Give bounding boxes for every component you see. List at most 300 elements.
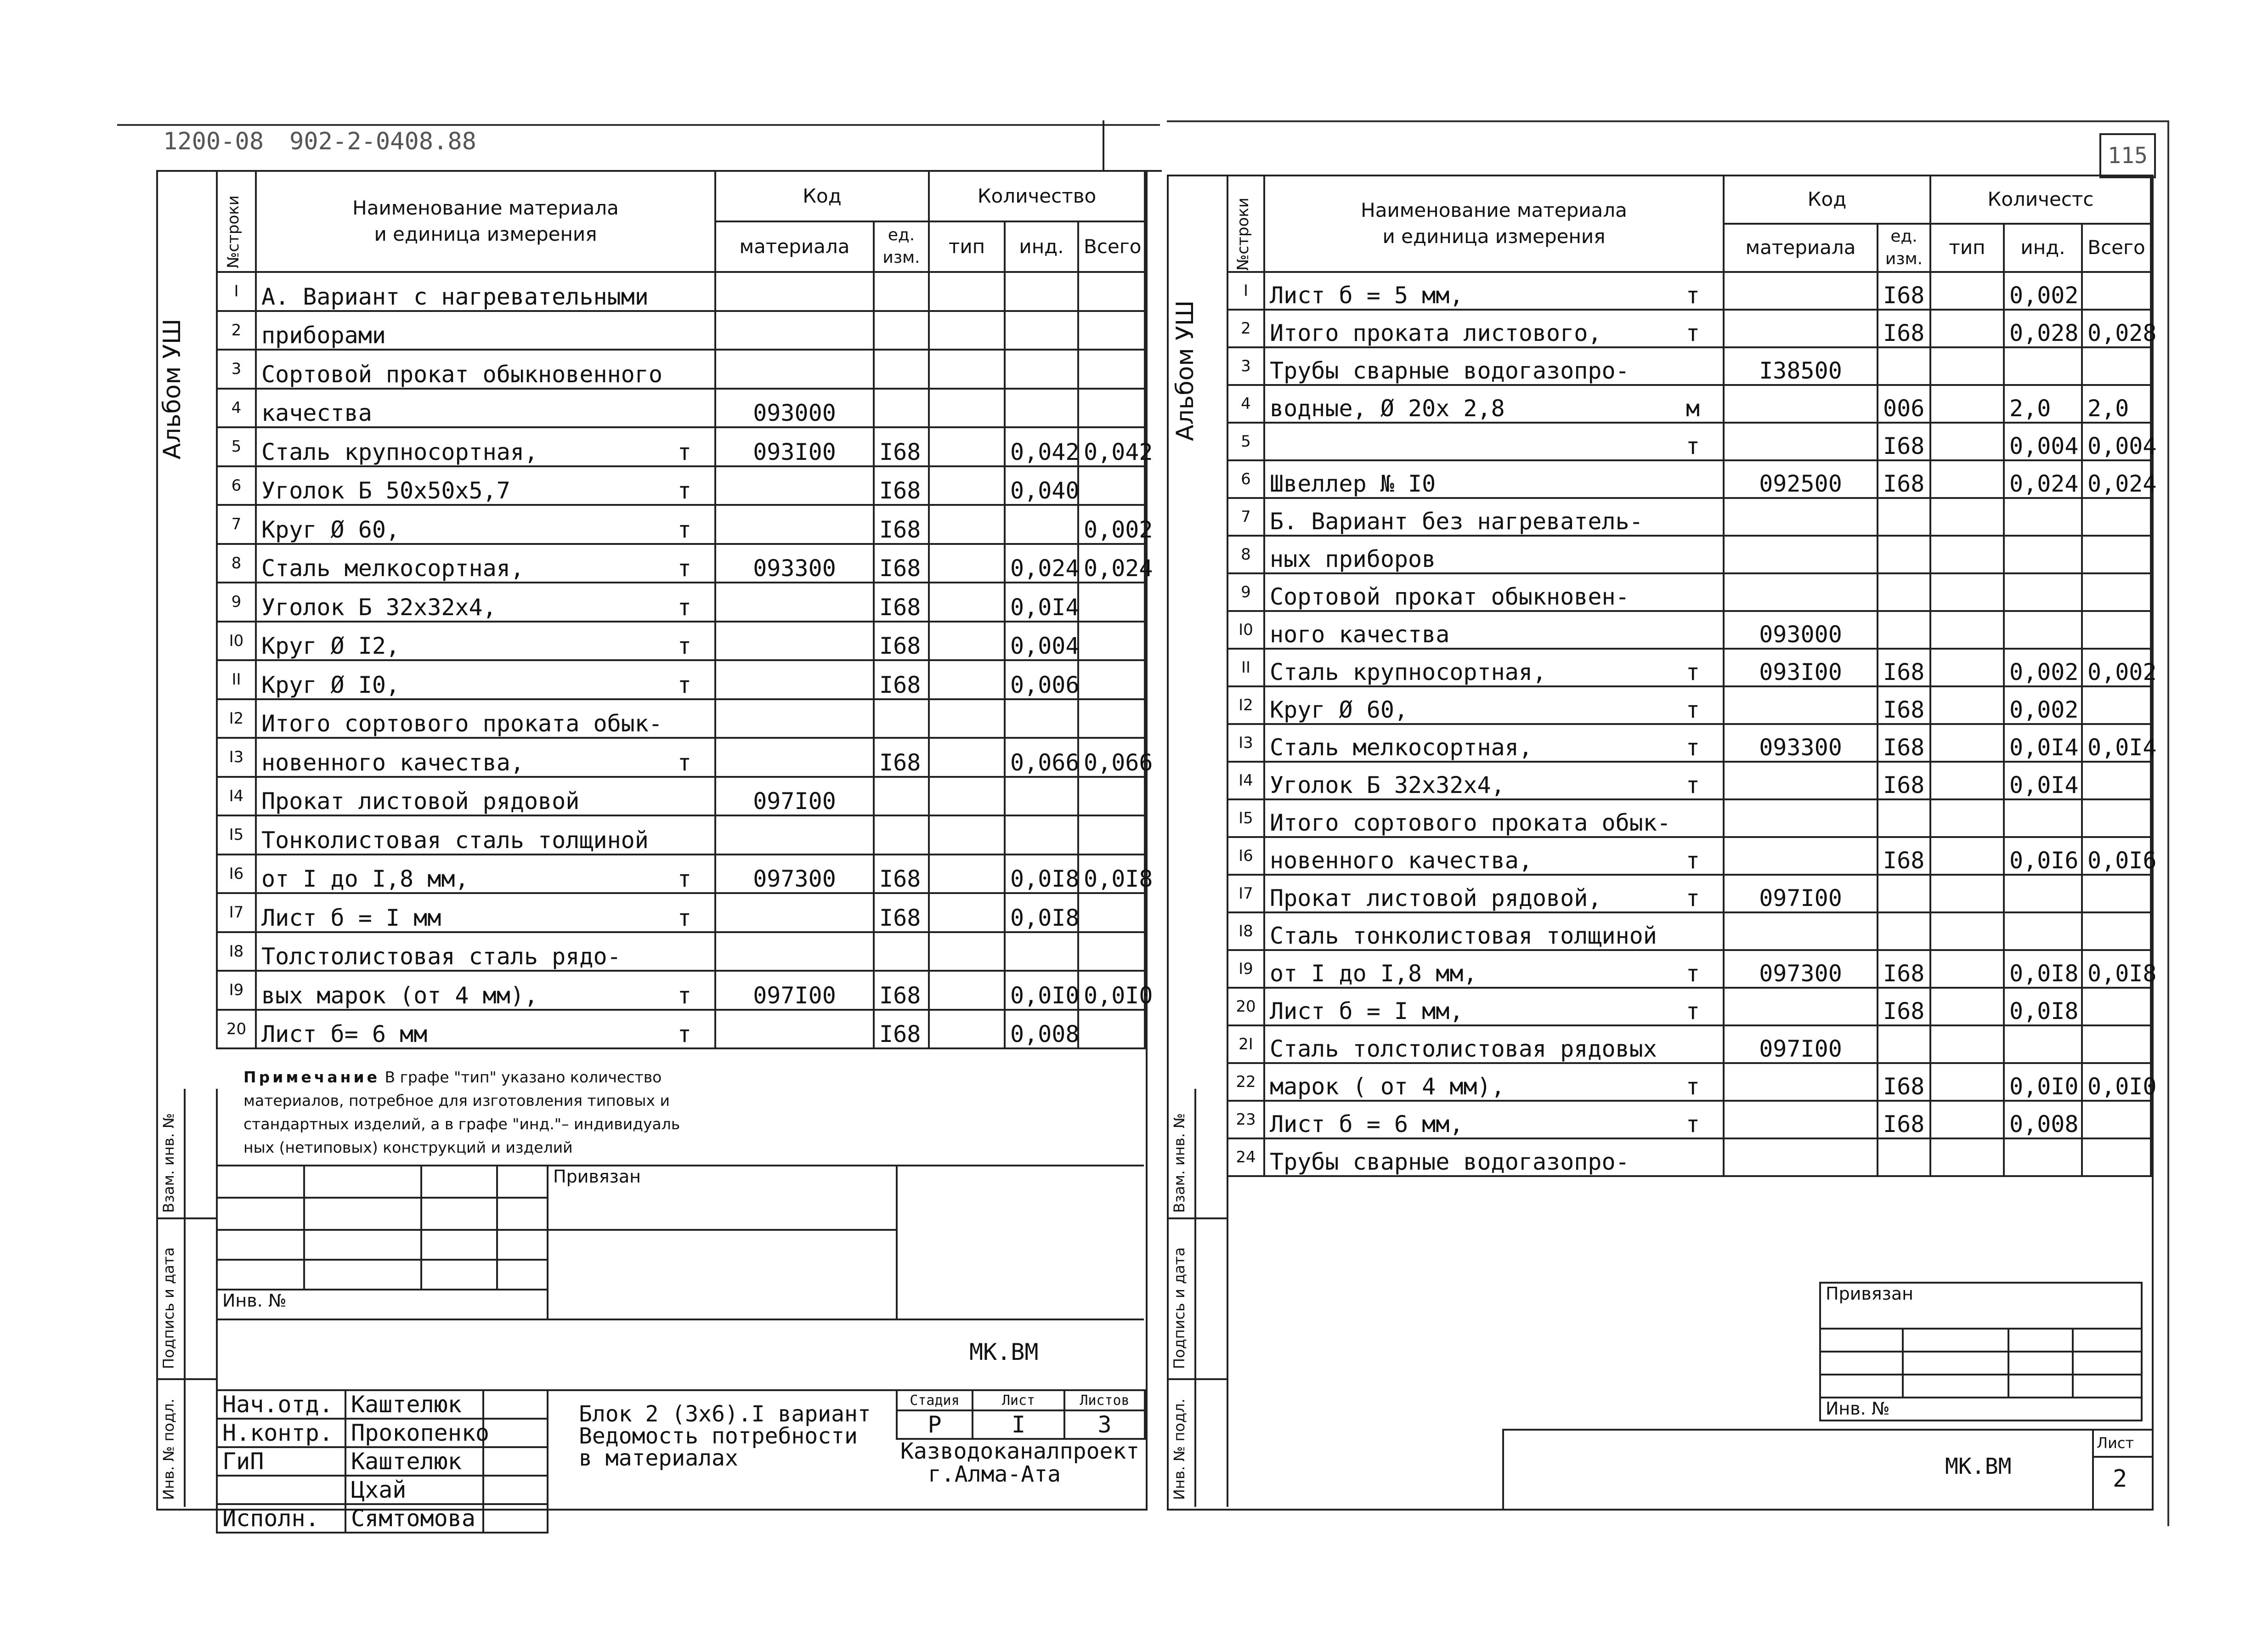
- material-name: т новенного качества,: [1264, 837, 1724, 875]
- qty-individual: [1005, 389, 1078, 428]
- row-number: 8: [1227, 536, 1264, 573]
- left-row: [217, 660, 1145, 699]
- material-code: [715, 893, 874, 932]
- qty-total: [2082, 988, 2151, 1025]
- material-name: ного качества: [1264, 611, 1724, 649]
- material-name: т Уголок Б 32х32х4,: [256, 583, 715, 622]
- qty-type: [929, 272, 1005, 311]
- material-code: [1724, 686, 1878, 724]
- unit-code: I68: [1878, 1101, 1930, 1138]
- unit-code: [1878, 799, 1930, 837]
- qty-total: [2082, 272, 2151, 310]
- unit-of-measure: т: [677, 866, 691, 892]
- header-total-right: Всего: [2082, 224, 2151, 272]
- signature-mark: [483, 1419, 548, 1447]
- material-code: [1724, 912, 1878, 950]
- right-row: [1227, 912, 2151, 950]
- material-code: 093I00: [715, 427, 874, 466]
- unit-of-measure: т: [677, 749, 691, 776]
- material-code: 092500: [1724, 460, 1878, 498]
- material-name: т Сталь мелкосортная,: [256, 544, 715, 583]
- qty-total: [1078, 389, 1145, 428]
- qty-total: 0,024: [2082, 460, 2151, 498]
- side-label-inv-right: Инв. № подл.: [1171, 1398, 1188, 1500]
- unit-code: [1878, 912, 1930, 950]
- material-name: т марок ( от 4 мм),: [1264, 1063, 1724, 1101]
- qty-individual: [1005, 350, 1078, 389]
- unit-code: [874, 311, 929, 350]
- unit-of-measure: т: [1685, 659, 1700, 685]
- left-row: [217, 272, 1145, 311]
- qty-individual: 0,0I6: [2004, 837, 2082, 875]
- qty-type: [929, 350, 1005, 389]
- unit-code: [874, 699, 929, 738]
- material-code: [715, 1010, 874, 1049]
- qty-total: [2082, 1101, 2151, 1138]
- material-code: 097I00: [715, 777, 874, 816]
- qty-individual: [2004, 875, 2082, 912]
- signature-role: Н.контр.: [217, 1419, 345, 1447]
- right-row: [1227, 950, 2151, 988]
- row-number: I: [217, 272, 256, 311]
- qty-total: 2,0: [2082, 385, 2151, 423]
- note-label: Примечание: [243, 1068, 380, 1086]
- unit-code: [1878, 1138, 1930, 1176]
- header-unit-right: ед. изм.: [1878, 224, 1930, 272]
- qty-individual: 0,024: [1005, 544, 1078, 583]
- right-row: [1227, 875, 2151, 912]
- left-materials-table: [216, 170, 1153, 1049]
- unit-of-measure: т: [677, 555, 691, 582]
- sheets-label: Листов: [1064, 1390, 1145, 1410]
- header-material-code: материала: [715, 221, 874, 272]
- qty-total: 0,028: [2082, 310, 2151, 347]
- right-row: [1227, 649, 2151, 686]
- qty-total: [2082, 536, 2151, 573]
- unit-code: I68: [874, 1010, 929, 1049]
- note-text: Примечание В графе "тип" указано количество материалов, потребное для изготовления типовых и стандартных изделий, а в графе "инд."– индивидуаль ных (нетиповых) конструкций и изделий: [243, 1068, 680, 1157]
- unit-code: I68: [874, 622, 929, 661]
- qty-type: [1930, 460, 2004, 498]
- row-number: 9: [1227, 573, 1264, 611]
- row-number: 3: [1227, 347, 1264, 385]
- qty-type: [1930, 423, 2004, 460]
- material-code: [715, 699, 874, 738]
- material-name: [1264, 423, 1724, 460]
- signature-name: Каштелюк: [345, 1447, 483, 1476]
- header-material-name-right: Наименование материала и единица измерения: [1264, 175, 1724, 272]
- signature-table: [216, 1389, 549, 1534]
- row-number: 20: [1227, 988, 1264, 1025]
- material-code: [715, 622, 874, 661]
- qty-type: [1930, 611, 2004, 649]
- sheet-label-right: Лист: [2097, 1434, 2134, 1452]
- qty-type: [929, 389, 1005, 428]
- material-name: т Лист б = I мм,: [1264, 988, 1724, 1025]
- qty-total: [1078, 311, 1145, 350]
- signature-role: Исполн.: [217, 1504, 345, 1533]
- unit-code: I68: [1878, 686, 1930, 724]
- material-name: т Итого проката листового,: [1264, 310, 1724, 347]
- right-edge-line: [2167, 120, 2169, 1526]
- side-label-podpis: Подпись и дата: [160, 1247, 177, 1369]
- row-number: I2: [217, 699, 256, 738]
- unit-code: I68: [874, 583, 929, 622]
- material-code: [715, 583, 874, 622]
- header-material-code-right: материала: [1724, 224, 1878, 272]
- qty-total: 0,0I0: [1078, 971, 1145, 1010]
- left-binding-grid: [216, 1165, 898, 1320]
- signature-name: Прокопенко: [345, 1419, 483, 1447]
- unit-code: I68: [1878, 724, 1930, 762]
- right-row: [1227, 573, 2151, 611]
- qty-type: [929, 622, 1005, 661]
- header-individual-right: инд.: [2004, 224, 2082, 272]
- qty-individual: [2004, 912, 2082, 950]
- material-code: [715, 660, 874, 699]
- qty-type: [1930, 799, 2004, 837]
- left-title-block: [216, 1319, 1144, 1532]
- qty-individual: 0,042: [1005, 427, 1078, 466]
- unit-of-measure: т: [677, 516, 691, 543]
- qty-type: [1930, 1063, 2004, 1101]
- unit-of-measure: т: [677, 671, 691, 698]
- left-row: [217, 350, 1145, 389]
- qty-individual: 0,0I0: [1005, 971, 1078, 1010]
- qty-type: [929, 1010, 1005, 1049]
- signature-role: [217, 1476, 345, 1504]
- header-row-number: №строки: [217, 171, 256, 272]
- right-row: [1227, 686, 2151, 724]
- qty-type: [1930, 875, 2004, 912]
- right-materials-table: [1227, 175, 2157, 1177]
- right-row: [1227, 1063, 2151, 1101]
- right-row: [1227, 385, 2151, 423]
- material-name: Прокат листовой рядовой: [256, 777, 715, 816]
- material-name: м водные, Ø 20х 2,8: [1264, 385, 1724, 423]
- side-label-inv: Инв. № подл.: [160, 1398, 177, 1500]
- material-code: [715, 815, 874, 855]
- qty-total: [2082, 799, 2151, 837]
- material-code: [1724, 573, 1878, 611]
- qty-individual: 0,024: [2004, 460, 2082, 498]
- doc-code: МК.ВМ: [969, 1339, 1039, 1365]
- left-row: [217, 777, 1145, 816]
- material-code: [715, 738, 874, 777]
- row-number: 22: [1227, 1063, 1264, 1101]
- signature-mark: [483, 1476, 548, 1504]
- material-code: 097300: [715, 855, 874, 894]
- qty-type: [929, 932, 1005, 971]
- qty-total: [2082, 686, 2151, 724]
- row-number: II: [217, 660, 256, 699]
- side-label-vzam-right: Взам. инв. №: [1171, 1113, 1188, 1213]
- qty-individual: 0,008: [2004, 1101, 2082, 1138]
- sheet-value: I: [973, 1410, 1064, 1439]
- row-number: II: [1227, 649, 1264, 686]
- qty-type: [929, 971, 1005, 1010]
- unit-of-measure: т: [677, 438, 691, 465]
- right-row: [1227, 1025, 2151, 1063]
- qty-type: [1930, 347, 2004, 385]
- material-code: [1724, 762, 1878, 799]
- left-row: [217, 505, 1145, 544]
- qty-total: 0,004: [2082, 423, 2151, 460]
- qty-total: [2082, 498, 2151, 536]
- right-row: [1227, 611, 2151, 649]
- side-labels-right: [1167, 1089, 1228, 1507]
- left-row: [217, 466, 1145, 505]
- qty-total: [1078, 932, 1145, 971]
- qty-total: [1078, 777, 1145, 816]
- material-name: т Круг Ø I0,: [256, 660, 715, 699]
- qty-type: [1930, 498, 2004, 536]
- qty-total: [2082, 875, 2151, 912]
- qty-individual: 0,0I4: [2004, 724, 2082, 762]
- qty-total: [2082, 611, 2151, 649]
- qty-individual: [1005, 932, 1078, 971]
- unit-of-measure: т: [677, 982, 691, 1009]
- header-material-name: Наименование материала и единица измерения: [256, 171, 715, 272]
- material-name: Трубы сварные водогазопро-: [1264, 347, 1724, 385]
- qty-individual: [1005, 699, 1078, 738]
- stage-sheet-table: [896, 1389, 1146, 1440]
- qty-type: [929, 738, 1005, 777]
- left-row: [217, 1010, 1145, 1049]
- unit-of-measure: т: [1685, 1073, 1700, 1100]
- left-row: [217, 855, 1145, 894]
- unit-code: [1878, 875, 1930, 912]
- material-name: Б. Вариант без нагреватель-: [1264, 498, 1724, 536]
- material-code: [1724, 1138, 1878, 1176]
- signature-role: ГиП: [217, 1447, 345, 1476]
- material-name: т от I до I,8 мм,: [256, 855, 715, 894]
- row-number: 6: [1227, 460, 1264, 498]
- qty-individual: 0,0I8: [1005, 855, 1078, 894]
- row-number: 2: [1227, 310, 1264, 347]
- row-number: I0: [217, 622, 256, 661]
- qty-total: 0,0I6: [2082, 837, 2151, 875]
- signature-mark: [483, 1447, 548, 1476]
- qty-individual: [1005, 505, 1078, 544]
- left-row: [217, 622, 1145, 661]
- material-name: т Сталь крупносортная,: [1264, 649, 1724, 686]
- unit-code: [1878, 536, 1930, 573]
- unit-code: I68: [874, 427, 929, 466]
- material-code: [715, 350, 874, 389]
- unit-of-measure: т: [677, 633, 691, 659]
- row-number: I4: [217, 777, 256, 816]
- row-number: I3: [1227, 724, 1264, 762]
- qty-individual: 0,0I4: [2004, 762, 2082, 799]
- qty-individual: [2004, 611, 2082, 649]
- qty-individual: 0,002: [2004, 649, 2082, 686]
- unit-code: [1878, 498, 1930, 536]
- unit-code: I68: [1878, 988, 1930, 1025]
- signature-row: [217, 1447, 548, 1476]
- material-code: [1724, 1063, 1878, 1101]
- left-row: [217, 893, 1145, 932]
- qty-type: [1930, 1138, 2004, 1176]
- right-binding-grid: [1819, 1282, 2143, 1421]
- qty-individual: [2004, 347, 2082, 385]
- left-row: [217, 815, 1145, 855]
- material-code: [1724, 272, 1878, 310]
- unit-of-measure: т: [1685, 734, 1700, 761]
- qty-individual: 0,0I8: [2004, 950, 2082, 988]
- sheet-label: Лист: [973, 1390, 1064, 1410]
- right-row: [1227, 1138, 2151, 1176]
- material-name: Сортовой прокат обыкновен-: [1264, 573, 1724, 611]
- unit-of-measure: т: [1685, 885, 1700, 911]
- qty-type: [929, 544, 1005, 583]
- qty-individual: [2004, 1025, 2082, 1063]
- left-row: [217, 583, 1145, 622]
- signature-row: [217, 1504, 548, 1533]
- right-row: [1227, 423, 2151, 460]
- qty-individual: [2004, 573, 2082, 611]
- row-number: I: [1227, 272, 1264, 310]
- row-number: 23: [1227, 1101, 1264, 1138]
- unit-of-measure: т: [1685, 847, 1700, 874]
- qty-total: [2082, 347, 2151, 385]
- header-type-right: тип: [1930, 224, 2004, 272]
- qty-individual: 0,004: [1005, 622, 1078, 661]
- unit-of-measure: т: [1685, 1111, 1700, 1138]
- material-code: [1724, 536, 1878, 573]
- qty-total: 0,002: [1078, 505, 1145, 544]
- privyazan-label: Привязан: [548, 1166, 897, 1230]
- unit-of-measure: т: [1685, 696, 1700, 723]
- row-number: I9: [217, 971, 256, 1010]
- material-code: [1724, 1101, 1878, 1138]
- material-code: 093I00: [1724, 649, 1878, 686]
- qty-individual: [2004, 498, 2082, 536]
- unit-code: I68: [1878, 649, 1930, 686]
- qty-total: [1078, 350, 1145, 389]
- left-row: [217, 971, 1145, 1010]
- qty-individual: 0,066: [1005, 738, 1078, 777]
- right-top-line: [1167, 120, 2168, 122]
- unit-of-measure: т: [677, 904, 691, 931]
- material-code: [1724, 799, 1878, 837]
- side-labels-left: [156, 1089, 218, 1507]
- material-name: т Лист б = 5 мм,: [1264, 272, 1724, 310]
- stage-value: Р: [897, 1410, 973, 1439]
- archive-number: 1200-08: [163, 128, 264, 155]
- unit-code: I68: [1878, 460, 1930, 498]
- material-name: т новенного качества,: [256, 738, 715, 777]
- right-row: [1227, 799, 2151, 837]
- row-number: 7: [1227, 498, 1264, 536]
- signature-row: [217, 1390, 548, 1419]
- page-number: 115: [2108, 143, 2148, 169]
- unit-code: I68: [1878, 272, 1930, 310]
- material-code: [715, 272, 874, 311]
- right-row: [1227, 460, 2151, 498]
- qty-individual: 0,028: [2004, 310, 2082, 347]
- qty-total: 0,0I8: [2082, 950, 2151, 988]
- qty-type: [1930, 573, 2004, 611]
- qty-type: [929, 699, 1005, 738]
- material-code: [715, 932, 874, 971]
- qty-total: 0,024: [1078, 544, 1145, 583]
- left-row: [217, 699, 1145, 738]
- material-code: 097I00: [715, 971, 874, 1010]
- qty-type: [1930, 837, 2004, 875]
- qty-type: [1930, 762, 2004, 799]
- row-number: 5: [1227, 423, 1264, 460]
- right-row: [1227, 988, 2151, 1025]
- material-name: Толстолистовая сталь рядо-: [256, 932, 715, 971]
- stamp-title: Блок 2 (3х6).I вариант Ведомость потребности в материалах: [579, 1401, 871, 1471]
- unit-code: I68: [1878, 423, 1930, 460]
- unit-code: I68: [874, 738, 929, 777]
- material-code: [1724, 423, 1878, 460]
- right-row: [1227, 536, 2151, 573]
- side-label-vzam: Взам. инв. №: [160, 1113, 177, 1213]
- material-name: т вых марок (от 4 мм),: [256, 971, 715, 1010]
- material-name: т Круг Ø 60,: [1264, 686, 1724, 724]
- signature-name: Цхай: [345, 1476, 483, 1504]
- left-row: [217, 311, 1145, 350]
- qty-type: [929, 311, 1005, 350]
- material-name: т Сталь крупносортная,: [256, 427, 715, 466]
- qty-type: [1930, 724, 2004, 762]
- right-row: [1227, 837, 2151, 875]
- row-number: 7: [217, 505, 256, 544]
- material-code: 093000: [1724, 611, 1878, 649]
- material-name: Трубы сварные водогазопро-: [1264, 1138, 1724, 1176]
- qty-type: [929, 815, 1005, 855]
- left-row: [217, 544, 1145, 583]
- top-header-box: [1103, 120, 1162, 172]
- qty-total: [2082, 573, 2151, 611]
- row-number: I0: [1227, 611, 1264, 649]
- unit-of-measure: т: [1685, 433, 1700, 459]
- unit-code: [874, 815, 929, 855]
- qty-type: [929, 893, 1005, 932]
- privyazan-label-right: Привязан: [1820, 1283, 2142, 1329]
- unit-code: I68: [874, 466, 929, 505]
- left-row: [217, 738, 1145, 777]
- material-code: [1724, 498, 1878, 536]
- material-name: Сталь тонколистовая толщиной: [1264, 912, 1724, 950]
- unit-code: [874, 777, 929, 816]
- unit-code: I68: [1878, 837, 1930, 875]
- qty-type: [1930, 649, 2004, 686]
- qty-total: 0,002: [2082, 649, 2151, 686]
- unit-of-measure: т: [1685, 282, 1700, 309]
- material-name: т Прокат листовой рядовой,: [1264, 875, 1724, 912]
- material-name: т Сталь мелкосортная,: [1264, 724, 1724, 762]
- qty-individual: [2004, 536, 2082, 573]
- qty-total: [1078, 622, 1145, 661]
- row-number: 5: [217, 427, 256, 466]
- side-label-podpis-right: Подпись и дата: [1171, 1247, 1188, 1369]
- unit-code: I68: [874, 505, 929, 544]
- qty-type: [1930, 950, 2004, 988]
- unit-code: I68: [874, 855, 929, 894]
- signature-row: [217, 1419, 548, 1447]
- right-row: [1227, 347, 2151, 385]
- row-number: 4: [217, 389, 256, 428]
- row-number: 9: [217, 583, 256, 622]
- album-label-left: Альбом УШ: [158, 318, 186, 459]
- material-name: т от I до I,8 мм,: [1264, 950, 1724, 988]
- unit-code: I68: [874, 971, 929, 1010]
- row-number: I4: [1227, 762, 1264, 799]
